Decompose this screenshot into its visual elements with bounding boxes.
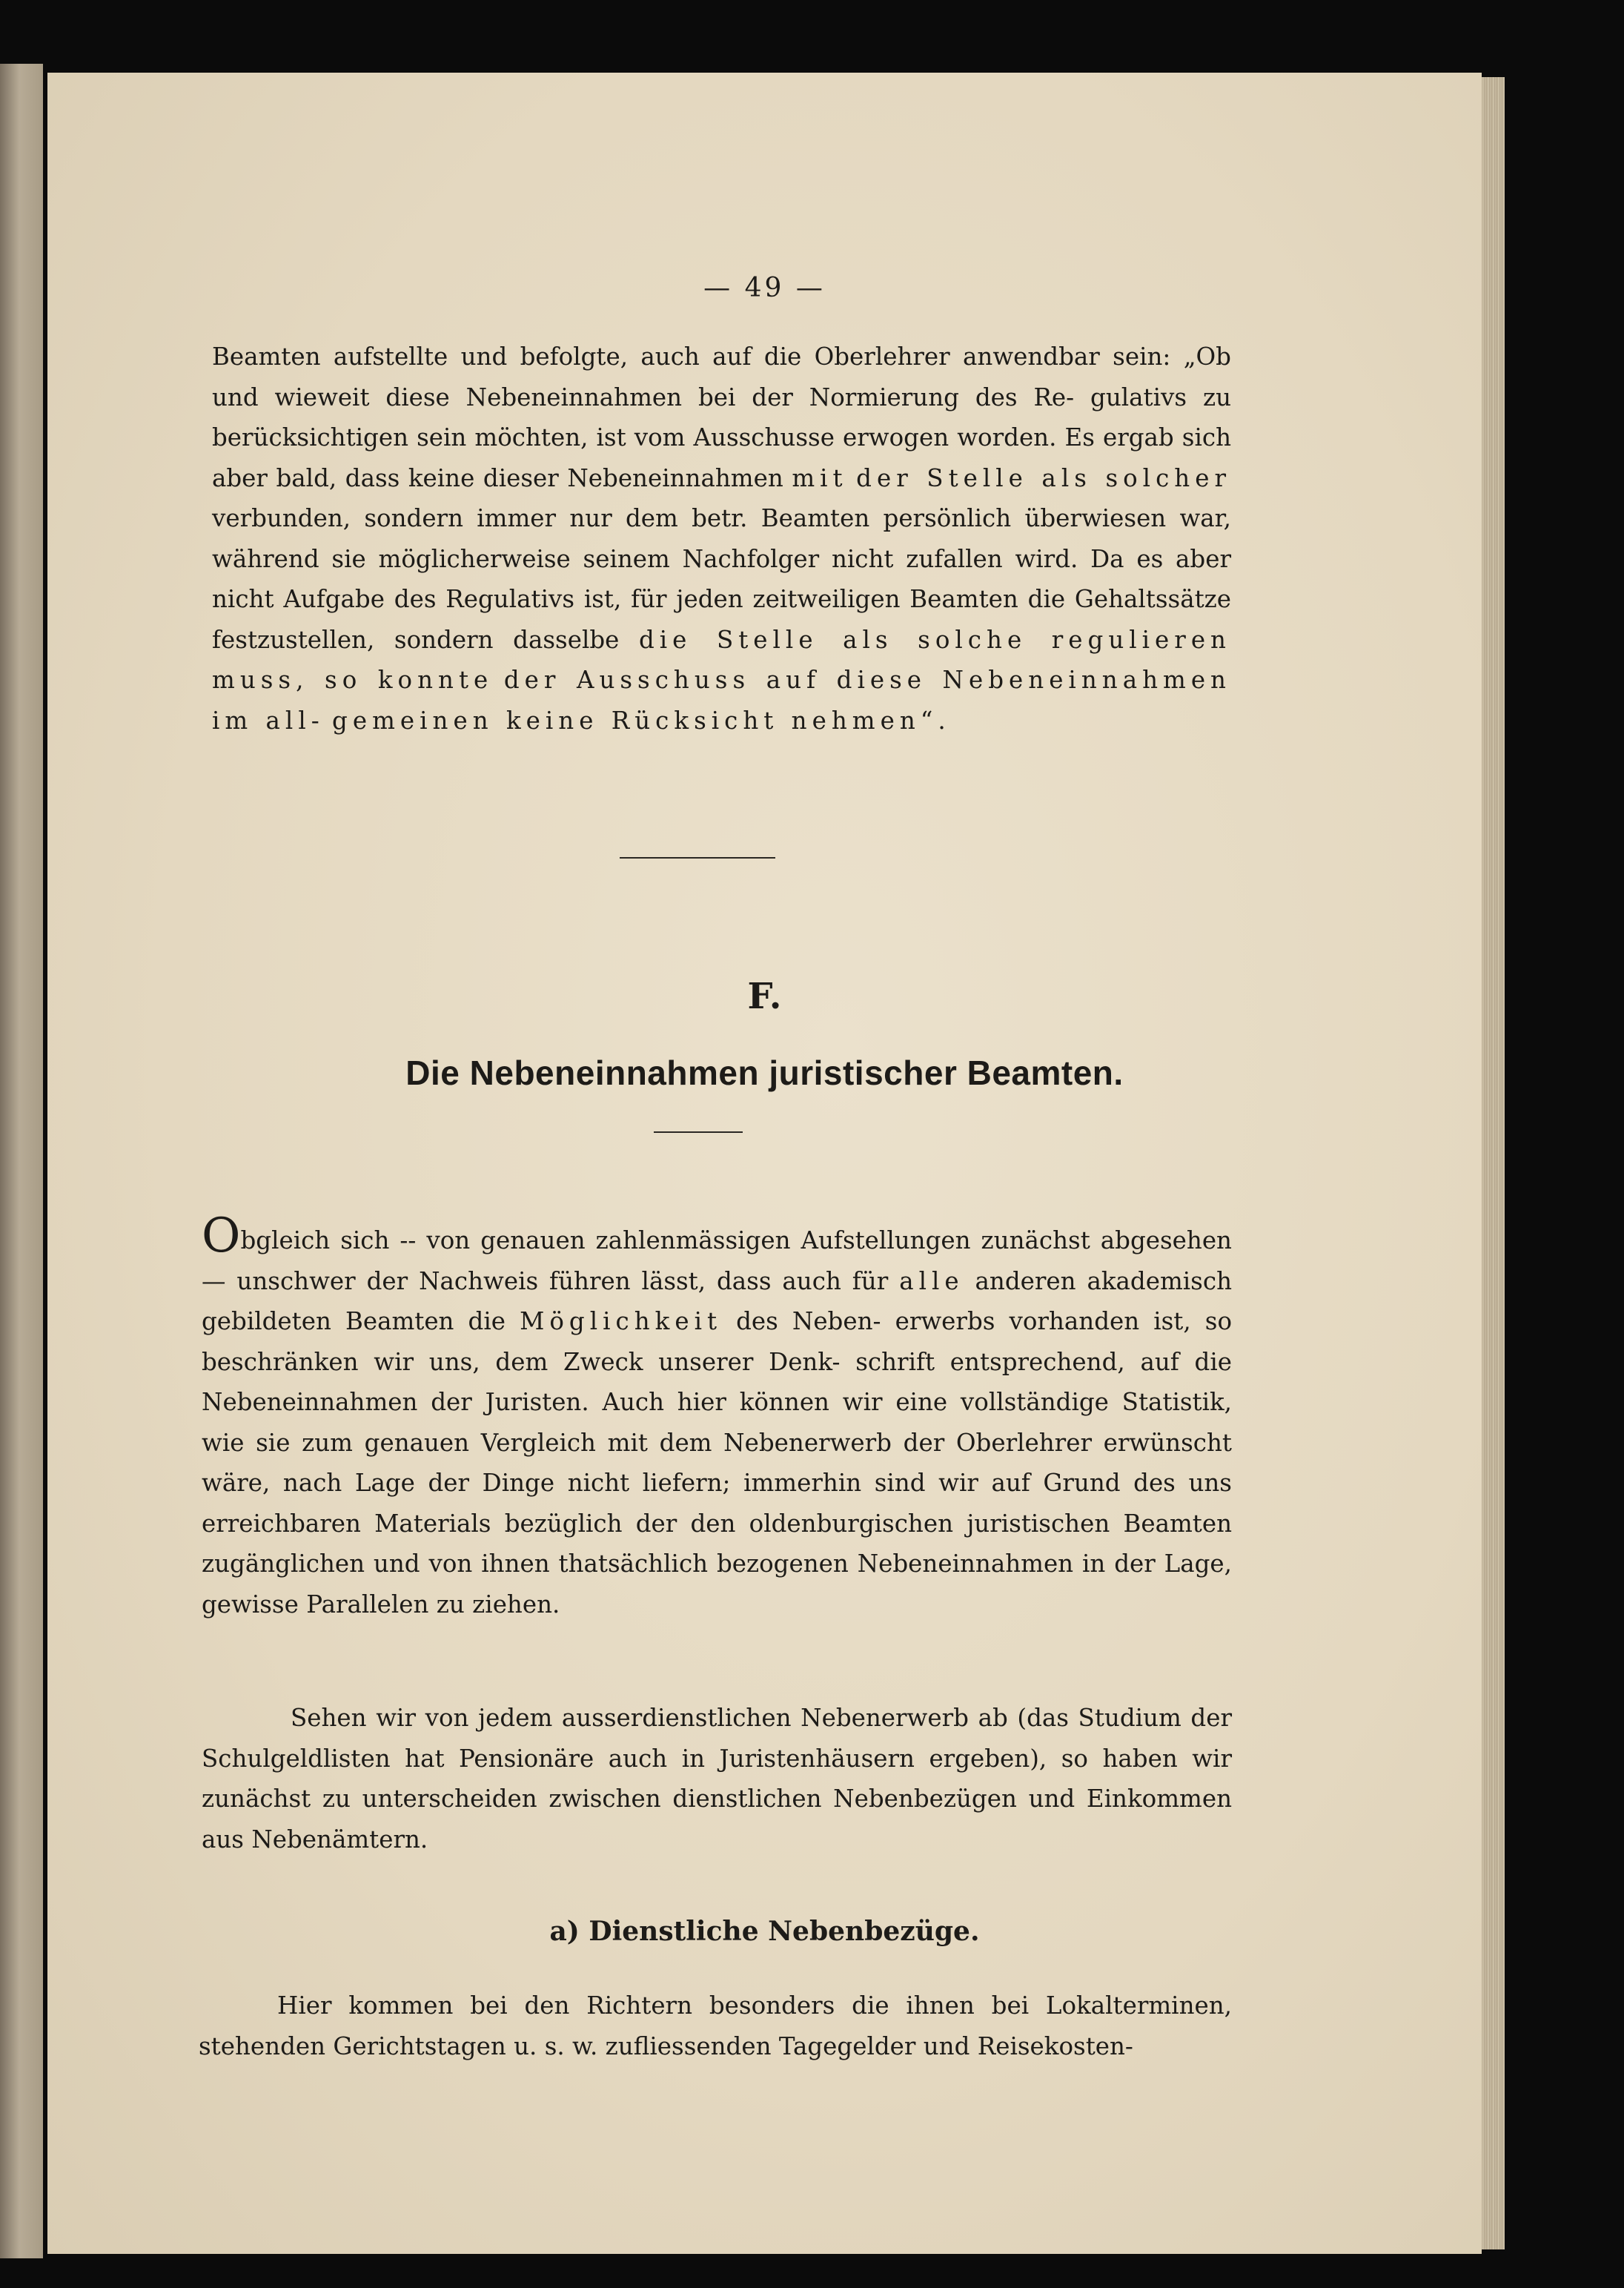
text-line: Nachfolger nicht zufallen wird. Da es aber nicht Aufgabe des Regulativs	[212, 544, 1231, 613]
text-line: Beamten aufstellte und befolgte, auch auf die Oberlehrer anwendbar sein:	[212, 343, 1171, 371]
spaced-emphasis: der Stelle als solcher	[856, 463, 1231, 492]
text-line: bezüglich der den oldenburgischen juristischen Beamten zugänglichen und	[202, 1509, 1232, 1578]
text-line: des Neben-	[736, 1307, 881, 1335]
spaced-emphasis: gemeinen keine Rücksicht nehmen“.	[332, 706, 951, 735]
text-line: stehenden Gerichtstagen u. s. w. zufliessenden Tagegelder und Reisekosten-	[199, 2031, 1133, 2060]
page-sheet	[47, 73, 1482, 2254]
paragraph-quote-continuation	[212, 337, 1231, 741]
paragraph-intro	[202, 1209, 1233, 1624]
page-block-edges	[1479, 77, 1505, 2249]
text-line: der Schulgeldlisten hat Pensionäre auch in Juristenhäusern ergeben), so	[202, 1704, 1232, 1773]
text-line: und Einkommen aus Nebenämtern.	[202, 1785, 1232, 1854]
text-line: gulativs zu berücksichtigen sein möchten, ist vom Ausschusse erwogen	[212, 383, 1231, 452]
text-line: können wir eine vollständige Statistik, wie sie zum genauen Vergleich mit	[202, 1388, 1232, 1457]
spaced-emphasis: alle	[899, 1266, 964, 1295]
text-line: Sehen wir von jedem ausserdienstlichen Nebenerwerb ab (das Studium	[291, 1704, 1181, 1732]
spaced-emphasis: mit	[792, 463, 848, 492]
paragraph-subsection-start	[199, 1986, 1232, 2066]
text-line: erwerbs vorhanden ist, so beschränken wir uns, dem Zweck unserer Denk-	[202, 1307, 1233, 1376]
text-line: anderen akademisch gebildeten Beamten die	[202, 1266, 1232, 1335]
text-line: „Ob und wieweit diese Nebeneinnahmen bei der Normierung des Re-	[212, 343, 1231, 411]
text-line: abgesehen — unschwer der Nachweis führen lässt, dass auch für	[202, 1226, 1232, 1295]
text-line: ist, für jeden zeitweiligen Beamten die Gehaltssätze festzustellen, sondern	[212, 585, 1231, 654]
page-number: — 49 —	[703, 273, 826, 303]
text-line: Beamten persönlich überwiesen war, während sie möglicherweise seinem	[212, 504, 1231, 573]
text-line: dem Nebenerwerb der Oberlehrer erwünscht wäre, nach Lage der Dinge	[202, 1428, 1232, 1497]
text-line: haben wir zunächst zu unterscheiden zwischen dienstlichen Nebenbezügen	[202, 1744, 1232, 1813]
text-line: von ihnen thatsächlich bezogenen Nebeneinnahmen in der Lage, gewisse	[202, 1550, 1232, 1619]
text-line: verbunden, sondern immer nur dem betr.	[212, 504, 748, 532]
text-line: Parallelen zu ziehen.	[306, 1590, 560, 1619]
section-divider	[620, 857, 775, 859]
text-line: worden. Es ergab sich aber bald, dass keine dieser Nebeneinnahmen	[212, 423, 1231, 492]
facing-page-edge	[0, 64, 43, 2258]
spaced-emphasis: Möglichkeit	[520, 1307, 723, 1335]
section-title: Die Nebeneinnahmen juristischer Beamten.	[405, 1054, 1124, 1092]
spaced-emphasis: die Stelle als solche regulieren muss, so konnte	[212, 625, 1231, 694]
text-line: schrift entsprechend, auf die Nebeneinnahmen der Juristen. Auch hier	[202, 1347, 1232, 1416]
title-underline	[654, 1131, 743, 1133]
text-line: Hier kommen bei den Richtern besonders die ihnen bei Lokalterminen,	[277, 1991, 1232, 2020]
text-line: dasselbe	[513, 625, 620, 654]
subsection-heading: a) Dienstliche Nebenbezüge.	[549, 1916, 980, 1947]
section-letter: F.	[747, 976, 782, 1017]
paragraph-distinction	[202, 1698, 1232, 1859]
text-line: bgleich sich -- von genauen zahlenmässigen Aufstellungen zunächst	[240, 1226, 1090, 1254]
drop-capital: O	[202, 1209, 241, 1263]
spaced-emphasis: der Ausschuss auf diese Nebeneinnahmen im all-	[212, 666, 1231, 735]
text-line: nicht liefern; immerhin sind wir auf Grund des uns erreichbaren Materials	[202, 1469, 1232, 1538]
